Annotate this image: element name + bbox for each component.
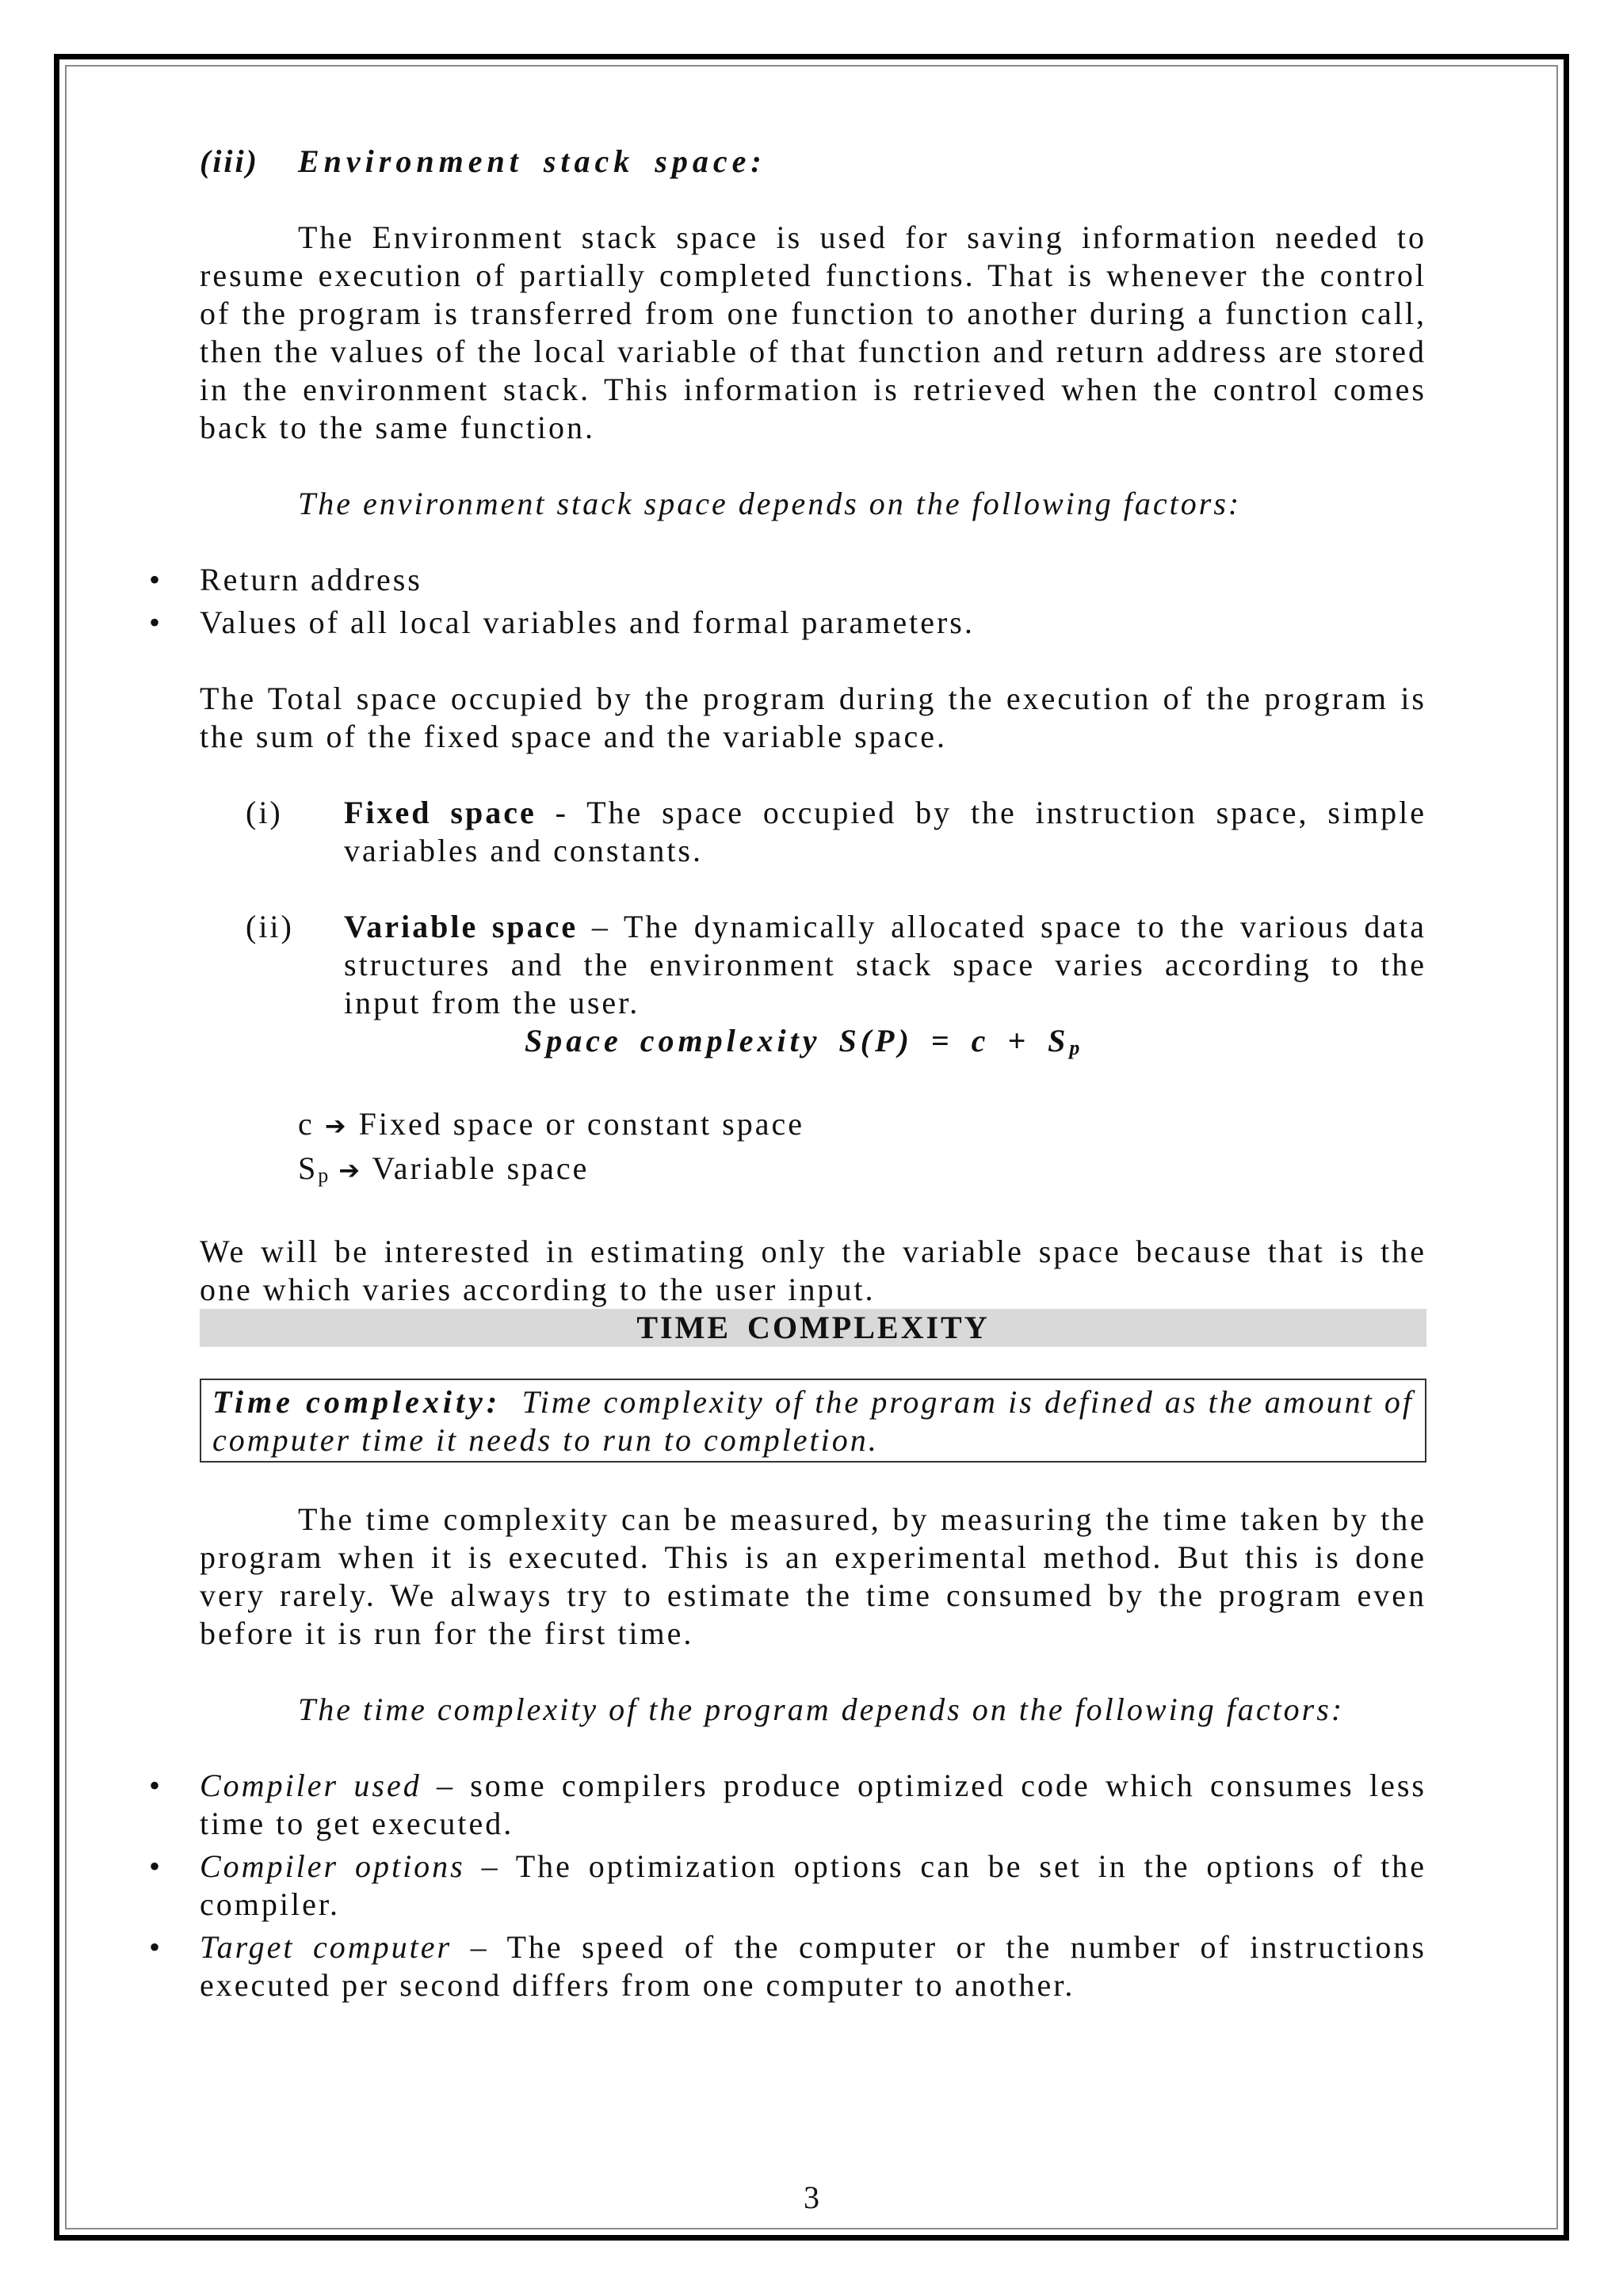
- factor-desc: – some compilers produce optimized code which consumes less time to get executed.: [200, 1768, 1426, 1841]
- page-number: 3: [804, 2180, 819, 2215]
- env-paragraph: The Environment stack space is used for saving information needed to resume execution of partially completed functions. That is whenever the control of the program is transferred from one function to another during a function call, then the values of the local variable of that function and return address are stored in the environment stack. This information is retrieved when the control comes back to the same function.: [200, 219, 1426, 445]
- space-type-label: (ii): [246, 909, 294, 944]
- env-factor-text: Values of all local variables and formal parameters.: [200, 605, 975, 640]
- legend-text: Variable space: [372, 1150, 590, 1186]
- formula-subscript: p: [1069, 1036, 1080, 1059]
- env-factors-list: [149, 561, 1426, 642]
- space-types-list: [200, 794, 1426, 1022]
- legend-text: Fixed space or constant space: [358, 1106, 804, 1142]
- formula-text: Space complexity S(P) = c + S: [525, 1023, 1070, 1058]
- bullet-icon: •: [149, 1768, 163, 1803]
- list-item: [149, 604, 1426, 642]
- factor-term: Compiler options: [200, 1848, 465, 1884]
- definition-term: Time complexity:: [212, 1384, 502, 1420]
- total-space-paragraph: The Total space occupied by the program during the execution of the program is the sum of the fixed space and the variable space.: [200, 681, 1426, 754]
- list-item: [149, 1767, 1426, 1843]
- bullet-icon: •: [149, 605, 163, 640]
- legend-subscript: p: [318, 1164, 329, 1187]
- arrow-right-icon: ➔: [324, 1111, 349, 1141]
- definition-text: Time complexity of the program is defined as the amount of computer time it needs to run to completion.: [212, 1384, 1415, 1458]
- env-factor-text: Return address: [200, 562, 422, 597]
- page-content: [149, 143, 1427, 2004]
- factor-term: Target computer: [200, 1929, 453, 1965]
- space-type-desc: The dynamically allocated space to the various data structures and the environment stack space varies according to the input from the user.: [344, 909, 1427, 1020]
- space-type-label: (i): [246, 795, 283, 830]
- bullet-icon: •: [149, 1848, 163, 1884]
- legend-item: [298, 1105, 1426, 1145]
- time-complexity-banner: TIME COMPLEXITY: [200, 1309, 1426, 1347]
- time-paragraph: The time complexity can be measured, by measuring the time taken by the program when it is executed. This is an experimental method. But this is done very rarely. We always try to estimate the time consumed by the program even before it is run for the first time.: [200, 1501, 1426, 1651]
- section-number: (iii): [200, 143, 259, 179]
- arrow-right-icon: ➔: [338, 1155, 363, 1185]
- list-item: [149, 561, 1426, 599]
- space-type-term: Fixed space: [344, 795, 537, 830]
- formula-legend: [200, 1105, 1426, 1195]
- bullet-icon: •: [149, 562, 163, 597]
- time-factors-intro: The time complexity of the program depends on the following factors:: [298, 1691, 1345, 1727]
- space-type-sep: -: [536, 795, 587, 830]
- list-item: [149, 1848, 1427, 1924]
- factor-desc: – The speed of the computer or the number of instructions executed per second differs from one computer to another.: [200, 1929, 1426, 2003]
- bullet-icon: •: [149, 1929, 163, 1965]
- time-factors-list: [149, 1767, 1427, 2004]
- interest-paragraph: We will be interested in estimating only the variable space because that is the one which varies according to the user input.: [200, 1234, 1426, 1307]
- list-item: [200, 908, 1426, 1022]
- legend-symbol: c: [298, 1106, 315, 1142]
- legend-symbol: S: [298, 1150, 319, 1186]
- list-item: [200, 794, 1426, 870]
- space-type-term: Variable space: [344, 909, 579, 944]
- section-title: Environment stack space:: [298, 143, 766, 179]
- factor-desc: – The optimization options can be set in the options of the compiler.: [200, 1848, 1427, 1922]
- time-complexity-definition-box: [200, 1379, 1426, 1463]
- legend-item: [298, 1150, 1426, 1195]
- section-heading: [200, 143, 1426, 181]
- space-type-desc: The space occupied by the instruction space, simple variables and constants.: [344, 795, 1426, 868]
- space-type-sep: –: [578, 909, 624, 944]
- space-complexity-formula: [200, 1022, 1426, 1067]
- list-item: [149, 1928, 1426, 2004]
- env-factors-intro: The environment stack space depends on the following factors:: [298, 486, 1242, 521]
- factor-term: Compiler used: [200, 1768, 422, 1803]
